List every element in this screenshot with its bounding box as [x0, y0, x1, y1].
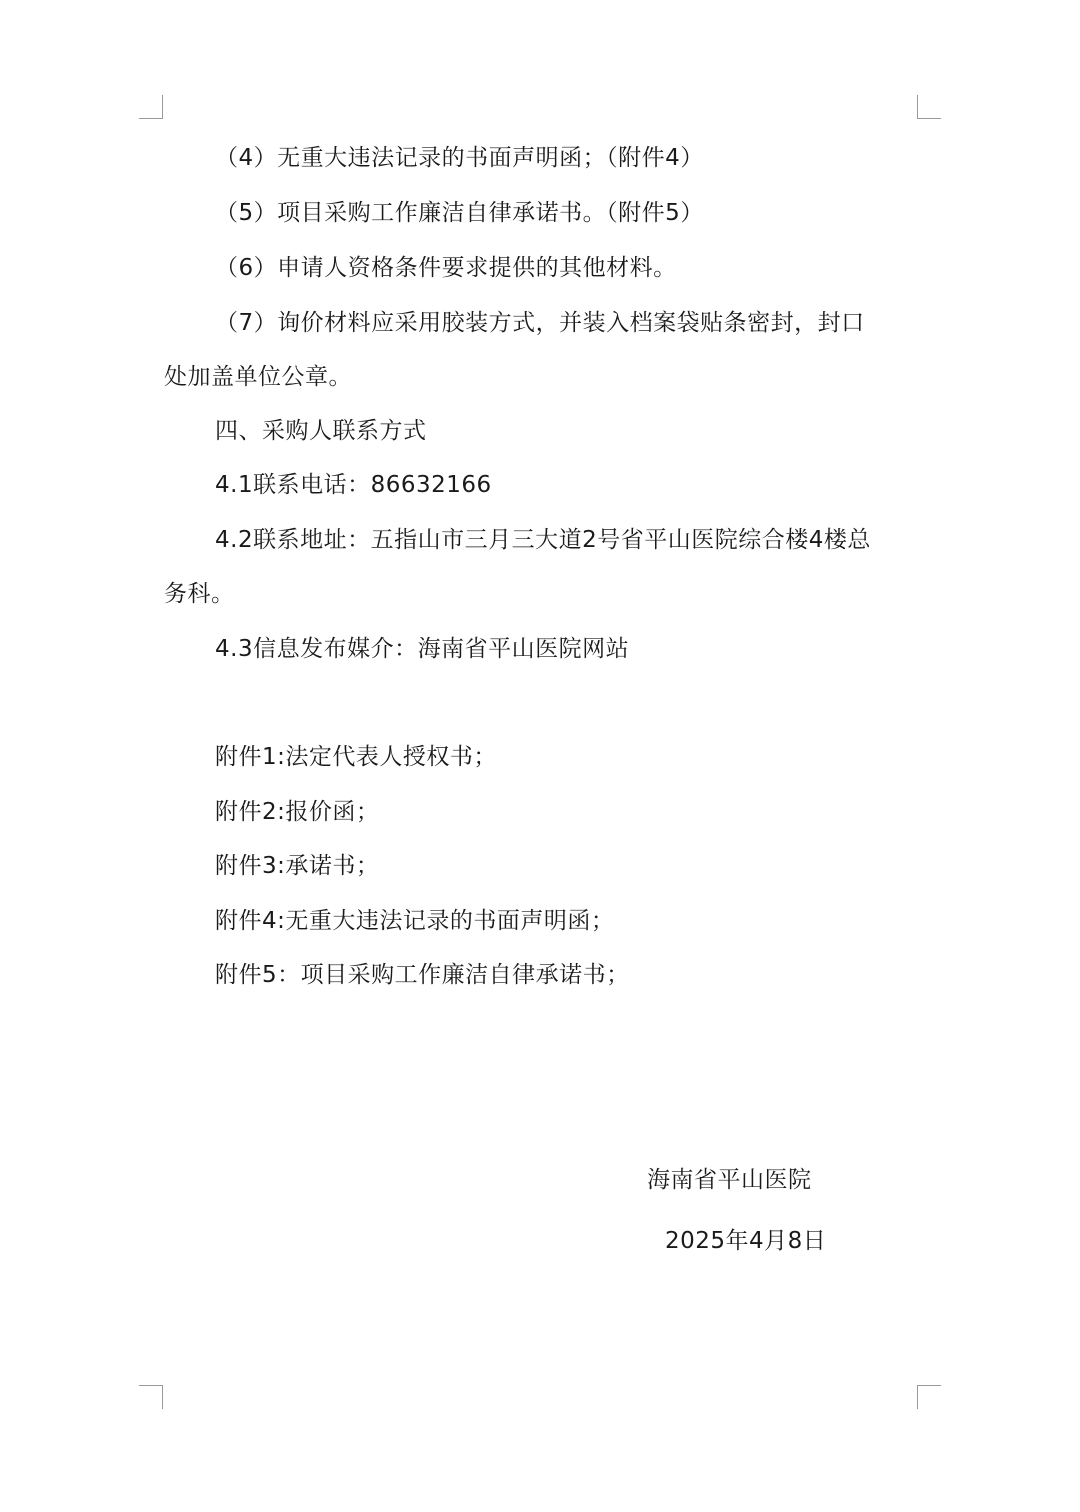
section-heading: 四、采购人联系方式 — [215, 418, 427, 444]
contact-address-line-1: 4.2联系地址：五指山市三月三大道2号省平山医院综合楼4楼总 — [215, 527, 871, 553]
signature-date: 2025年4月8日 — [665, 1228, 827, 1254]
attachment-item-2: 附件2:报价函； — [215, 799, 380, 825]
attachment-item-5: 附件5：项目采购工作廉洁自律承诺书； — [215, 962, 630, 988]
attachment-item-4: 附件4:无重大违法记录的书面声明函； — [215, 908, 615, 934]
contact-phone: 4.1联系电话：86632166 — [215, 472, 492, 498]
margin-corner-top-right — [917, 95, 941, 119]
margin-corner-top-left — [139, 95, 163, 119]
list-item-6: （6）申请人资格条件要求提供的其他材料。 — [215, 255, 677, 281]
contact-media: 4.3信息发布媒介：海南省平山医院网站 — [215, 636, 630, 662]
contact-address-line-2: 务科。 — [164, 581, 235, 607]
margin-corner-bottom-right — [917, 1385, 941, 1409]
attachment-item-3: 附件3:承诺书； — [215, 853, 380, 879]
list-item-7-line-2: 处加盖单位公章。 — [164, 364, 352, 390]
list-item-7-line-1: （7）询价材料应采用胶装方式，并装入档案袋贴条密封，封口 — [215, 310, 865, 336]
attachment-item-1: 附件1:法定代表人授权书； — [215, 744, 497, 770]
margin-corner-bottom-left — [139, 1385, 163, 1409]
list-item-4: （4）无重大违法记录的书面声明函；（附件4） — [215, 145, 704, 171]
list-item-5: （5）项目采购工作廉洁自律承诺书。（附件5） — [215, 200, 704, 226]
signature-organization: 海南省平山医院 — [647, 1167, 812, 1193]
